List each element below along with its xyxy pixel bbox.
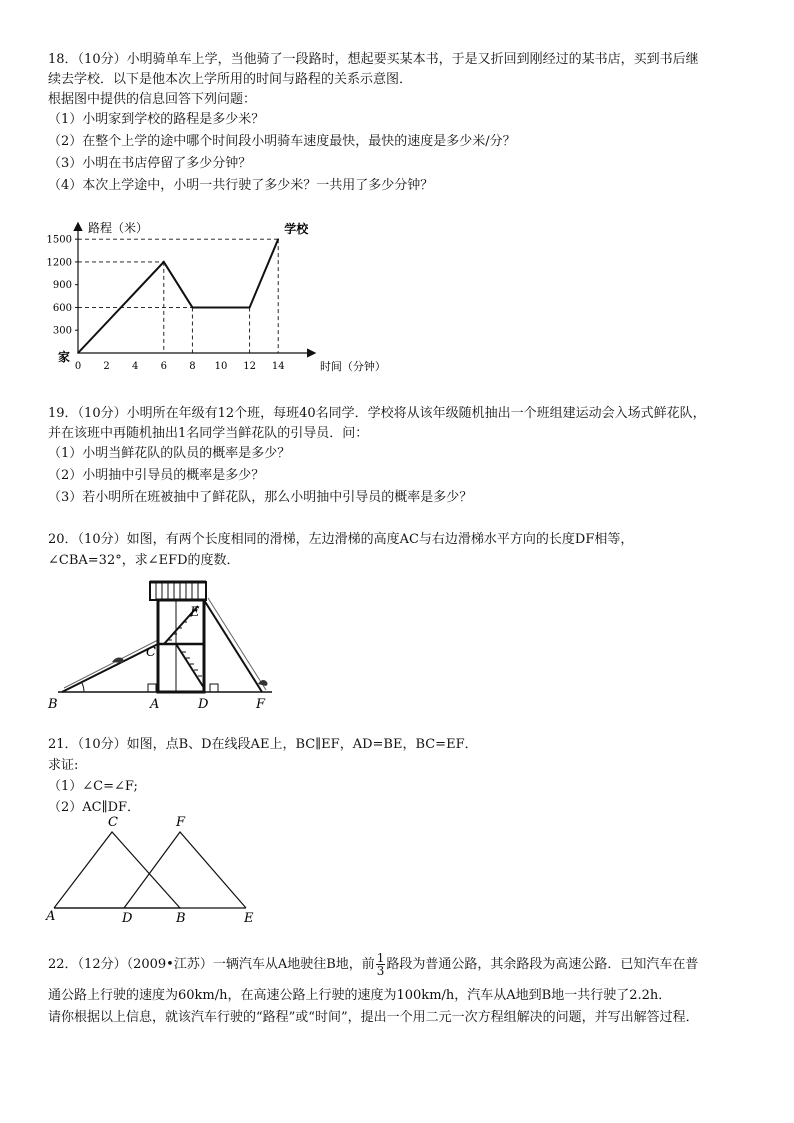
q18-item-3: （3）小明在书店停留了多少分钟？ — [48, 156, 252, 171]
q19-line1: 19．（10分）小明所在年级有12个班，每班40名同学．学校将从该年级随机抽出一个班组建运动会入场式鲜花队， — [48, 406, 706, 421]
y-tick-label-1200: 1200 — [46, 257, 72, 269]
x-tick-label-14: 14 — [271, 361, 285, 372]
distance-time-chart — [40, 198, 400, 383]
x-tick-label-10: 10 — [214, 361, 228, 372]
slide-figure — [40, 572, 280, 714]
label-E: E — [190, 605, 200, 620]
triangle-DFE — [124, 832, 246, 908]
triangle-ACB — [54, 832, 180, 908]
x-tick-label-6: 6 — [160, 361, 167, 372]
q22-line1-post: 路段为普通公路，其余路段为高速公路．已知汽车在普 — [386, 957, 699, 972]
origin-label: 家 — [57, 350, 71, 364]
data-point-2 — [192, 307, 194, 309]
x-tick-label-12: 12 — [243, 361, 256, 372]
y-tick-label-900: 900 — [52, 280, 72, 292]
q22-line1 — [48, 952, 698, 977]
label-A: A — [150, 697, 160, 712]
x-tick-label-0: 0 — [74, 361, 82, 372]
left-slide — [62, 644, 158, 692]
q21-item-2: （2）AC∥DF． — [48, 800, 141, 815]
q20-line1: 20．（10分）如图，有两个长度相同的滑梯，左边滑梯的高度AC与右边滑梯水平方向的长度DF相等， — [48, 532, 634, 547]
series-line — [78, 239, 278, 353]
fraction-numerator: 1 — [376, 951, 385, 965]
label-A: A — [46, 909, 56, 924]
q20-line2: ∠CBA=32°，求∠EFD的度数． — [48, 553, 240, 568]
x-tick-label-2: 2 — [103, 361, 110, 372]
q22-line2: 通公路上行驶的速度为60km/h，在高速公路上行驶的速度为100km/h，汽车从A地到B地一共行驶了2.2h． — [48, 988, 672, 1003]
label-D: D — [122, 911, 133, 926]
q18-item-4: （4）本次上学途中，小明一共行驶了多少米？一共用了多少分钟？ — [48, 178, 434, 193]
label-B: B — [48, 697, 58, 712]
end-label: 学校 — [284, 222, 309, 237]
label-E: E — [244, 911, 254, 926]
q18-item-1: （1）小明家到学校的路程是多少米？ — [48, 112, 265, 127]
right-slide — [204, 600, 262, 692]
y-tick-label-600: 600 — [52, 302, 72, 314]
y-axis-label: 路程（米） — [88, 220, 149, 235]
q22-line1-pre: 22．（12分）（2009•江苏）一辆汽车从A地驶往B地，前 — [48, 957, 375, 972]
q19-line2: 并在该班中再随机抽出1名同学当鲜花队的引导员．问： — [48, 426, 369, 441]
q18-item-2: （2）在整个上学的途中哪个时间段小明骑车速度最快，最快的速度是多少米/分？ — [48, 134, 516, 149]
data-point-3 — [249, 307, 251, 309]
q21-line2: 求证: — [48, 758, 79, 773]
q18-line3: 根据图中提供的信息回答下列问题： — [48, 92, 257, 107]
x-axis-label: 时间（分钟） — [319, 360, 386, 373]
q18-line2: 续去学校．以下是他本次上学所用的时间与路程的关系示意图． — [48, 72, 413, 87]
y-tick-label-1500: 1500 — [46, 234, 72, 246]
q19-item-1: （1）小明当鲜花队的队员的概率是多少？ — [48, 446, 291, 461]
triangles-figure — [40, 812, 270, 926]
label-B: B — [176, 911, 186, 926]
data-point-0 — [77, 352, 79, 354]
q19-item-3: （3）若小明所在班被抽中了鲜花队，那么小明抽中引导员的概率是多少？ — [48, 490, 473, 505]
x-tick-label-4: 4 — [132, 361, 139, 372]
data-point-4 — [277, 238, 279, 240]
label-C: C — [146, 645, 156, 660]
label-C: C — [108, 815, 118, 830]
q21-line1: 21．（10分）如图，点B、D在线段AE上，BC∥EF，AD=BE，BC=EF． — [48, 737, 478, 752]
q18-line1: 18．（10分）小明骑单车上学，当他骑了一段路时，想起要买某本书，于是又折回到刚经过的某书店，买到书后继 — [48, 52, 699, 67]
label-F: F — [256, 697, 266, 712]
fraction-denominator: 3 — [376, 964, 385, 978]
q21-item-1: （1）∠C=∠F; — [48, 779, 138, 794]
fraction-one-third — [376, 952, 386, 977]
label-D: D — [198, 697, 209, 712]
x-tick-label-8: 8 — [189, 361, 196, 372]
label-F: F — [176, 815, 186, 830]
q22-line3: 请你根据以上信息，就该汽车行驶的“路程”或“时间”，提出一个用二元一次方程组解决的问题，并写出解答过程． — [48, 1010, 699, 1025]
q19-item-2: （2）小明抽中引导员的概率是多少？ — [48, 468, 265, 483]
y-tick-label-300: 300 — [52, 325, 72, 337]
data-point-1 — [163, 261, 165, 263]
